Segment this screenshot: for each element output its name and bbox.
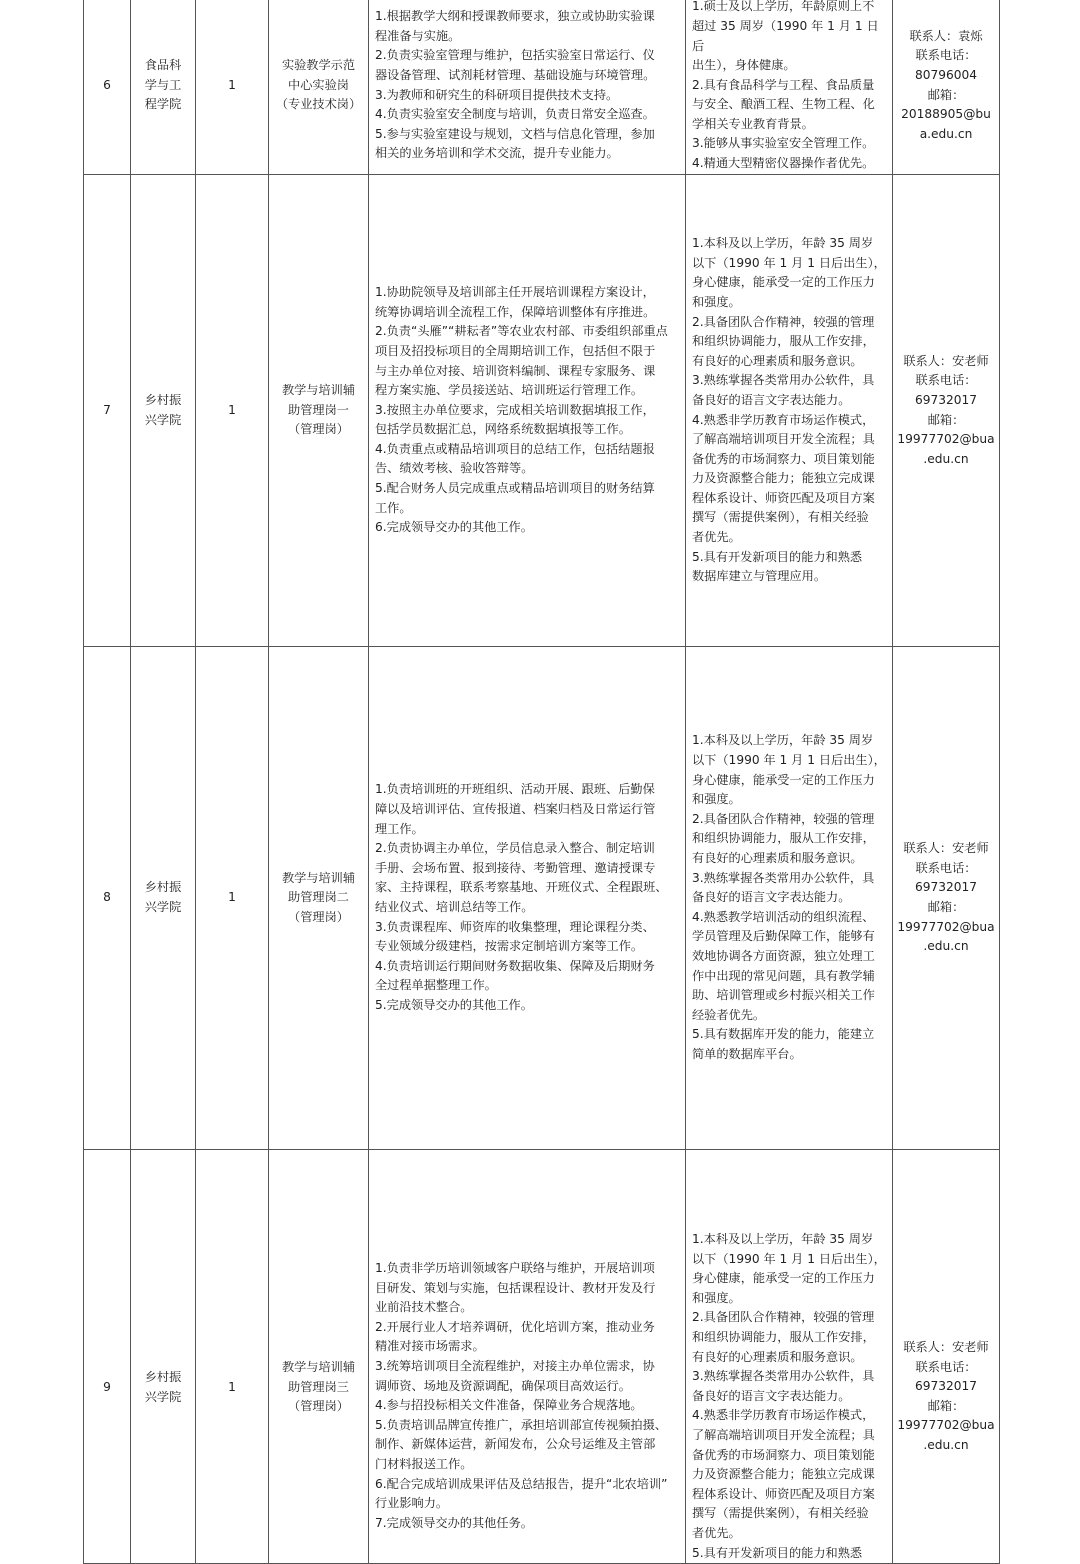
position-cell [269, 1150, 369, 1564]
headcount-cell: 1 [196, 1150, 269, 1564]
duties-cell [369, 0, 686, 175]
contact-info: 联系人：安老师 联系电话： 69732017 邮箱： 19977702@bua .edu.cn [897, 1340, 995, 1452]
contact-cell [893, 1150, 1000, 1564]
department-name: 食品科 学与工 程学院 [144, 58, 182, 112]
department-name: 乡村振 兴学院 [144, 880, 182, 914]
contact-cell [893, 647, 1000, 1150]
requirements-cell [686, 0, 893, 175]
headcount-cell: 1 [196, 647, 269, 1150]
contact-cell [893, 175, 1000, 647]
duties-text: 1.负责培训班的开班组织、活动开展、跟班、后勤保 障以及培训评估、宣传报道、档案归档及日常运行管 理工作。 2.负责协调主办单位，学员信息录入整合、制定培训 手册、会场布置、报到接待、考勤管理、邀请授课专 家、主持课程，联系考察基地、开班仪式、全程跟班、 结业仪式、培训总结等工作。 3.负责课程库、师资库的收集整理，理论课程分类、 专业领域分级建档，按需求定制培训方案等工作。 4.负责培训运行期间财务数据收集、保障及后期财务 全过程单据整理工作。 5.完成领导交办的其他工作。 [375, 782, 668, 1012]
headcount-cell: 1 [196, 0, 269, 175]
contact-info: 联系人：安老师 联系电话： 69732017 邮箱： 19977702@bua .edu.cn [897, 353, 995, 466]
requirements-cell [686, 647, 893, 1150]
row-number: 8 [84, 647, 131, 1150]
contact-cell [893, 0, 1000, 175]
department-cell [131, 175, 196, 647]
row-number: 9 [84, 1150, 131, 1564]
position-cell [269, 647, 369, 1150]
duties-text: 1.根据教学大纲和授课教师要求，独立或协助实验课 程准备与实施。 2.负责实验室管理与维护，包括实验室日常运行、仪 器设备管理、试剂耗材管理、基础设施与环境管理。 3.为教师和研究生的科研项目提供技术支持。 4.负责实验室安全制度与培训，负责日常安全巡查。 5.参与实验室建设与规划，文档与信息化管理，参加 相关的业务培训和学术交流，提升专业能力。 [375, 9, 656, 161]
position-name: 教学与培训辅 助管理岗二 （管理岗） [281, 870, 356, 924]
table-row [84, 1150, 1000, 1564]
position-name: 教学与培训辅 助管理岗一 （管理岗） [281, 383, 356, 437]
contact-info: 联系人：安老师 联系电话： 69732017 邮箱： 19977702@bua .edu.cn [897, 841, 995, 954]
duties-cell [369, 1150, 686, 1564]
requirements-text: 1.硕士及以上学历，年龄原则上不 超过 35 周岁（1990 年 1 月 1 日后 出生），身体健康。 2.具有食品科学与工程、食品质量 与安全、酿酒工程、生物工程、化 学相关专业教育背景。 3.能够从事实验室安全管理工作。 4.精通大型精密仪器操作者优先。 [692, 0, 879, 171]
duties-text: 1.协助院领导及培训部主任开展培训课程方案设计， 统筹协调培训全流程工作，保障培训整体有序推进。 2.负责“头雁”“耕耘者”等农业农村部、市委组织部重点 项目及招投标项目的全周期培训工作，包括但不限于 与主办单位对接、培训资料编制、课程专家服务、课 程方案实施、学员接送站、培训班运行管理工作。 3.按照主办单位要求，完成相关培训数据填报工作， 包括学员数据汇总，网络系统数据填报等工作。 4.负责重点或精品培训项目的总结工作，包括结题报 告、绩效考核、验收答辩等。 5.配合财务人员完成重点或精品培训项目的财务结算 工作。 6.完成领导交办的其他工作。 [375, 285, 668, 535]
position-cell [269, 175, 369, 647]
contact-info: 联系人：袁烁 联系电话： 80796004 邮箱： 20188905@bu a.edu.cn [901, 28, 991, 141]
position-name: 教学与培训辅 助管理岗三 （管理岗） [281, 1360, 356, 1414]
headcount-cell: 1 [196, 175, 269, 647]
position-name: 实验教学示范 中心实验岗 （专业技术岗） [275, 58, 362, 112]
row-number: 7 [84, 175, 131, 647]
requirements-text: 1.本科及以上学历，年龄 35 周岁 以下（1990 年 1 月 1 日后出生）， 身心健康，能承受一定的工作压力 和强度。 2.具备团队合作精神，较强的管理 和组织协调能力，服从工作安排， 有良好的心理素质和服务意识。 3.熟练掌握各类常用办公软件，具 备良好的语言文字表达能力。 4.熟悉非学历教育市场运作模式， 了解高端培训项目开发全流程；具 备优秀的市场洞察力、项目策划能 力及资源整合能力；能独立完成课 程体系设计、师资匹配及项目方案 撰写（需提供案例），有相关经验 者优先。 5.具有开发新项目的能力和熟悉 数据库建立与管理应用。 [692, 236, 886, 584]
department-cell [131, 647, 196, 1150]
department-name: 乡村振 兴学院 [144, 392, 182, 427]
department-cell [131, 0, 196, 175]
requirements-text: 1.本科及以上学历，年龄 35 周岁 以下（1990 年 1 月 1 日后出生）， 身心健康，能承受一定的工作压力 和强度。 2.具备团队合作精神，较强的管理 和组织协调能力，服从工作安排， 有良好的心理素质和服务意识。 3.熟练掌握各类常用办公软件，具 备良好的语言文字表达能力。 4.熟悉教学培训活动的组织流程、 学员管理及后勤保障工作，能够有 效地协调各方面资源，独立处理工 作中出现的常见问题，具有教学辅 助、培训管理或乡村振兴相关工作 经验者优先。 5.具有数据库开发的能力，能建立 简单的数据库平台。 [692, 733, 886, 1061]
recruitment-table [83, 0, 1000, 1564]
duties-cell [369, 175, 686, 647]
position-cell [269, 0, 369, 175]
table-row [84, 647, 1000, 1150]
duties-cell [369, 647, 686, 1150]
department-name: 乡村振 兴学院 [144, 1370, 182, 1404]
department-cell [131, 1150, 196, 1564]
row-number: 6 [84, 0, 131, 175]
requirements-cell [686, 1150, 893, 1564]
duties-text: 1.负责非学历培训领域客户联络与维护，开展培训项 目研发、策划与实施，包括课程设计、教材开发及行 业前沿技术整合。 2.开展行业人才培养调研，优化培训方案，推动业务 精准对接市场需求。 3.统筹培训项目全流程维护，对接主办单位需求，协 调师资、场地及资源调配，确保项目高效运行。 4.参与招投标相关文件准备，保障业务合规落地。 5.负责培训品牌宣传推广，承担培训部宣传视频拍摄、 制作、新媒体运营，新闻发布，公众号运维及主管部 门材料报送工作。 6.配合完成培训成果评估及总结报告，提升“北农培训” 行业影响力。 7.完成领导交办的其他任务。 [375, 1261, 668, 1530]
requirements-text: 1.本科及以上学历，年龄 35 周岁 以下（1990 年 1 月 1 日后出生）， 身心健康，能承受一定的工作压力 和强度。 2.具备团队合作精神，较强的管理 和组织协调能力，服从工作安排， 有良好的心理素质和服务意识。 3.熟练掌握各类常用办公软件，具 备良好的语言文字表达能力。 4.熟悉非学历教育市场运作模式， 了解高端培训项目开发全流程；具 备优秀的市场洞察力、项目策划能 力及资源整合能力；能独立完成课 程体系设计、师资匹配及项目方案 撰写（需提供案例），有相关经验 者优先。 5.具有开发新项目的能力和熟悉 [692, 1232, 886, 1560]
table-row [84, 175, 1000, 647]
requirements-cell [686, 175, 893, 647]
table-row [84, 0, 1000, 175]
